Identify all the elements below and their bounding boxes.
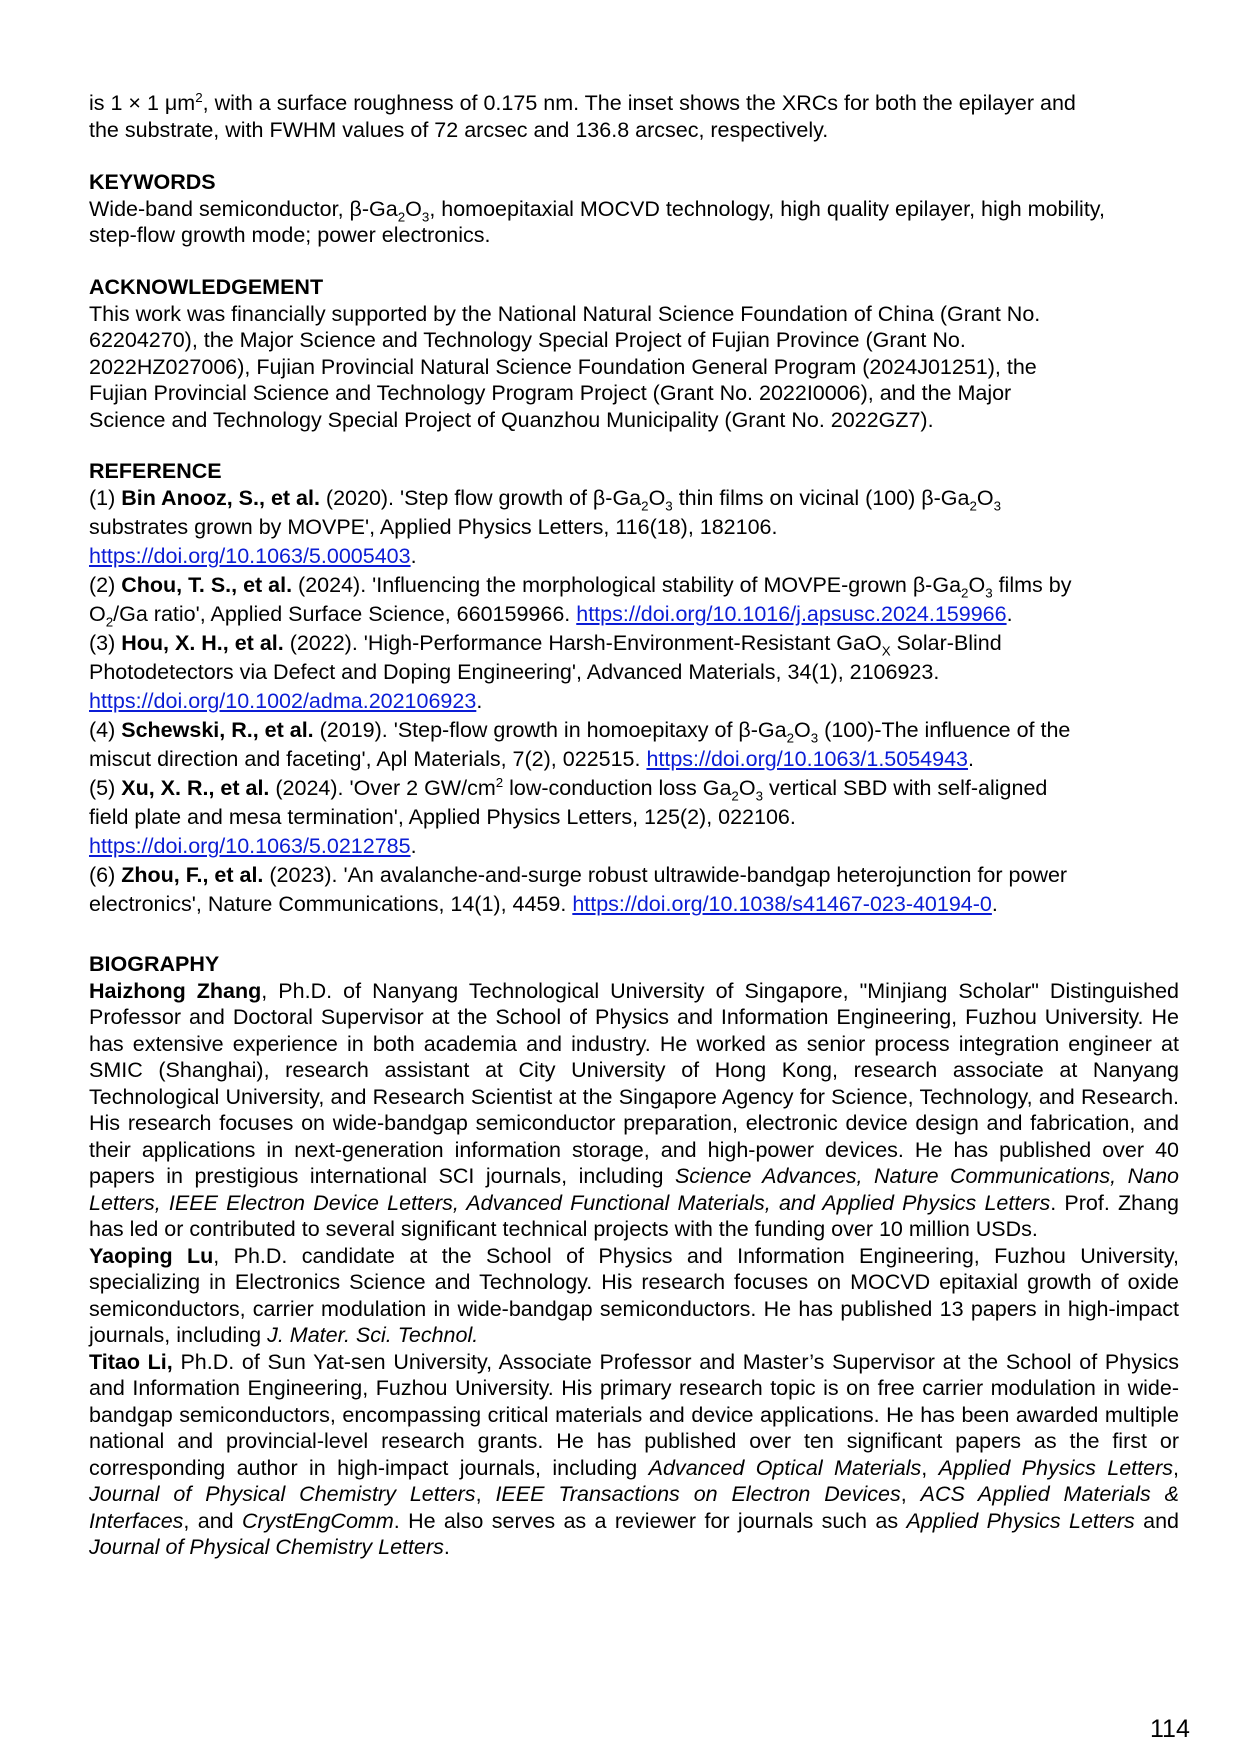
reference-text: /Ga ratio', Applied Surface Science, 660159966. xyxy=(113,602,577,626)
reference-author: Xu, X. R., et al. xyxy=(121,776,270,800)
biography-journal: Journal of Physical Chemistry Letters xyxy=(89,1482,476,1506)
separator: , xyxy=(475,1482,496,1506)
intro-line-1 xyxy=(89,90,1179,117)
reference-author: Zhou, F., et al. xyxy=(121,863,264,887)
reference-4-line-2 xyxy=(89,745,1179,774)
reference-5-line-1 xyxy=(89,774,1179,803)
biography-name: Yaoping Lu xyxy=(89,1243,214,1268)
biography-journal: Applied Physics Letters xyxy=(938,1455,1173,1480)
reference-6-line-1 xyxy=(89,861,1179,890)
reference-3-line-1 xyxy=(89,629,1179,658)
reference-number: (2) xyxy=(89,573,122,597)
keywords-text: , homoepitaxial MOCVD technology, high quality epilayer, high mobility, xyxy=(429,196,1105,221)
reference-author: Schewski, R., et al. xyxy=(121,718,314,742)
reference-number: (1) xyxy=(89,486,122,510)
subscript: 2 xyxy=(731,788,739,804)
reference-text: O xyxy=(794,718,811,742)
reference-5-line-2: field plate and mesa termination', Applied Physics Letters, 125(2), 022106. xyxy=(89,805,796,829)
separator: , xyxy=(921,1455,939,1480)
biography-name: Titao Li, xyxy=(89,1349,173,1374)
reference-text: . xyxy=(968,747,974,771)
reference-number: (4) xyxy=(89,718,122,742)
biography-journal: IEEE Transactions on Electron Devices xyxy=(495,1482,901,1506)
reference-text: O xyxy=(89,602,106,626)
biography-yaoping-lu xyxy=(89,1243,1179,1349)
reference-5-line-3 xyxy=(89,832,1179,861)
reference-text: O xyxy=(738,776,756,800)
keywords-heading: KEYWORDS xyxy=(89,170,216,194)
reference-2-line-2 xyxy=(89,600,1179,629)
reference-text: . xyxy=(991,892,998,916)
keywords-text: O xyxy=(405,196,422,221)
acknowledgement-line: 2022HZ027006), Fujian Provincial Natural Science Foundation General Program (2024J01251), the xyxy=(89,354,1037,379)
reference-text: O xyxy=(968,573,986,597)
biography-titao-li xyxy=(89,1349,1179,1561)
biography-text: , Ph.D. candidate at the School of Physics and Information Engineering, Fuzhou University, specializing in Electronics Science and Technology. His research focuses on MOCVD epitaxial growth of oxide semiconductors, carrier modulation in wide-bandgap semiconductors. He has published 13 papers in high-impact journals, including xyxy=(89,1243,1179,1347)
biography-text: . He also serves as a reviewer for journals such as xyxy=(393,1508,907,1533)
reference-1-line-2: substrates grown by MOVPE', Applied Physics Letters, 116(18), 182106. xyxy=(89,515,778,539)
keywords-section xyxy=(89,169,1179,249)
acknowledgement-line: Fujian Provincial Science and Technology Program Project (Grant No. 2022I0006), and the Major xyxy=(89,381,1012,405)
reference-text: low-conduction loss Ga xyxy=(503,776,732,800)
reference-text: (2024). 'Influencing the morphological stability of MOVPE-grown β-Ga xyxy=(292,573,962,597)
reference-text: (2023). 'An avalanche-and-surge robust ultrawide-bandgap heterojunction for power xyxy=(263,863,1068,887)
reference-text: . xyxy=(410,834,417,858)
separator: , xyxy=(900,1482,921,1506)
reference-text: electronics', Nature Communications, 14(1), 4459. xyxy=(89,892,573,916)
reference-number: (6) xyxy=(89,863,122,887)
subscript: 2 xyxy=(105,614,114,630)
biography-journal: Journal of Physical Chemistry Letters xyxy=(89,1535,444,1559)
reference-author: Hou, X. H., et al. xyxy=(121,631,284,655)
reference-1-doi-link[interactable]: https://doi.org/10.1063/5.0005403 xyxy=(89,544,411,568)
biography-journals: J. Mater. Sci. Technol. xyxy=(267,1323,479,1347)
reference-text: (2022). 'High-Performance Harsh-Environment-Resistant GaO xyxy=(283,631,882,655)
intro-paragraph xyxy=(89,90,1179,143)
reference-text: O xyxy=(648,486,666,510)
reference-text: . xyxy=(1006,602,1013,626)
reference-heading: REFERENCE xyxy=(89,459,222,483)
biography-text: . Prof. Zhang has led or contributed to several significant technical projects with the funding over 10 million USDs. xyxy=(89,1190,1179,1241)
reference-4-line-1 xyxy=(89,716,1179,745)
separator: , xyxy=(1173,1455,1179,1480)
subscript: 3 xyxy=(755,788,763,804)
subscript: X xyxy=(881,643,891,659)
separator: and xyxy=(1134,1508,1179,1533)
superscript: 2 xyxy=(195,89,203,105)
acknowledgement-line: Science and Technology Special Project of Quanzhou Municipality (Grant No. 2022GZ7). xyxy=(89,407,934,432)
subscript: 3 xyxy=(665,498,673,514)
acknowledgement-heading: ACKNOWLEDGEMENT xyxy=(89,275,324,299)
reference-6-line-2 xyxy=(89,890,1179,919)
reference-text: miscut direction and faceting', Apl Materials, 7(2), 022515. xyxy=(89,747,647,771)
reference-text: (2019). 'Step-flow growth in homoepitaxy of β-Ga xyxy=(313,718,787,742)
biography-haizhong-zhang xyxy=(89,978,1179,1243)
intro-text: , with a surface roughness of 0.175 nm. The inset shows the XRCs for both the epilayer and xyxy=(202,91,1076,115)
keywords-line-2: step-flow growth mode; power electronics. xyxy=(89,223,491,247)
reference-section xyxy=(89,458,1179,919)
biography-name: Haizhong Zhang xyxy=(89,978,262,1003)
subscript: 2 xyxy=(641,498,649,514)
reference-author: Chou, T. S., et al. xyxy=(121,573,293,597)
reference-text: films by xyxy=(992,573,1072,597)
subscript: 3 xyxy=(421,208,430,224)
page-number: 114 xyxy=(1150,1715,1190,1743)
biography-journal: ACS Applied Materials & Interfaces xyxy=(89,1482,1179,1533)
subscript: 3 xyxy=(985,585,993,601)
reference-text: (2020). 'Step flow growth of β-Ga xyxy=(319,486,642,510)
reference-text: thin films on vicinal (100) β-Ga xyxy=(672,486,970,510)
intro-text: is 1 × 1 μm xyxy=(89,91,196,115)
subscript: 2 xyxy=(786,730,795,746)
subscript: 3 xyxy=(993,498,1002,514)
reference-2-doi-link[interactable]: https://doi.org/10.1016/j.apsusc.2024.159966 xyxy=(576,602,1007,626)
reference-text: Solar-Blind xyxy=(890,631,1002,655)
reference-3-line-2: Photodetectors via Defect and Doping Engineering', Advanced Materials, 34(1), 2106923. xyxy=(89,660,940,684)
biography-journals: Science Advances, Nature Communications, Nano Letters, IEEE Electron Device Letters, Advanced Functional Materials, and Applied Physics Letters xyxy=(89,1164,1179,1215)
reference-number: (3) xyxy=(89,631,122,655)
separator: , and xyxy=(183,1508,243,1533)
subscript: 2 xyxy=(969,498,977,514)
reference-text: (100)-The influence of the xyxy=(818,718,1071,742)
biography-text: . xyxy=(443,1535,450,1559)
reference-1-line-1 xyxy=(89,484,1179,513)
reference-6-doi-link[interactable]: https://doi.org/10.1038/s41467-023-40194-0 xyxy=(572,892,992,916)
keywords-line-1 xyxy=(89,196,1179,223)
subscript: 3 xyxy=(810,730,819,746)
biography-heading: BIOGRAPHY xyxy=(89,952,220,976)
reference-3-doi-link[interactable]: https://doi.org/10.1002/adma.202106923 xyxy=(89,689,477,713)
reference-text: . xyxy=(410,544,417,568)
biography-text: , Ph.D. of Nanyang Technological University of Singapore, "Minjiang Scholar" Distinguished Professor and Doctoral Supervisor at the School of Physics and Information Engineering, Fuzhou University. He has extensive experience in both academia and industry. He worked as senior process integration engineer at SMIC (Shanghai), research assistant at City University of Hong Kong, research associate at Nanyang Technological University, and Research Scientist at the Singapore Agency for Science, Technology, and Research. His research focuses on wide-bandgap semiconductor preparation, electronic device design and fabrication, and their applications in next-generation information storage, and high-power devices. He has published over 40 papers in prestigious international SCI journals, including xyxy=(89,978,1179,1188)
biography-text: Ph.D. of Sun Yat-sen University, Associate Professor and Master’s Supervisor at the School of Physics and Information Engineering, Fuzhou University. His primary research topic is on free carrier modulation in wide-bandgap semiconductors, encompassing critical materials and device applications. He has been awarded multiple national and provincial-level research grants. He has published over ten significant papers as the first or corresponding author in high-impact journals, including xyxy=(89,1349,1179,1480)
biography-journal: CrystEngComm xyxy=(242,1508,394,1533)
reference-text: . xyxy=(476,689,483,713)
reference-author: Bin Anooz, S., et al. xyxy=(121,486,320,510)
biography-journal: Applied Physics Letters xyxy=(906,1508,1135,1533)
reference-number: (5) xyxy=(89,776,122,800)
subscript: 2 xyxy=(397,208,406,224)
reference-text: (2024). 'Over 2 GW/cm xyxy=(269,776,496,800)
keywords-text: Wide-band semiconductor, β-Ga xyxy=(89,196,398,221)
biography-journal: Advanced Optical Materials xyxy=(648,1455,922,1480)
subscript: 2 xyxy=(961,585,969,601)
reference-4-doi-link[interactable]: https://doi.org/10.1063/1.5054943 xyxy=(646,747,969,771)
reference-5-doi-link[interactable]: https://doi.org/10.1063/5.0212785 xyxy=(89,834,411,858)
reference-3-line-3 xyxy=(89,687,1179,716)
reference-1-line-3 xyxy=(89,542,1179,571)
acknowledgement-line: 62204270), the Major Science and Technology Special Project of Fujian Province (Grant No. xyxy=(89,328,966,352)
biography-section xyxy=(89,951,1179,1561)
reference-text: O xyxy=(976,486,994,510)
reference-text: vertical SBD with self-aligned xyxy=(762,776,1048,800)
superscript: 2 xyxy=(495,774,504,790)
reference-2-line-1 xyxy=(89,571,1179,600)
intro-line-2: the substrate, with FWHM values of 72 arcsec and 136.8 arcsec, respectively. xyxy=(89,117,829,142)
acknowledgement-section xyxy=(89,274,1179,433)
acknowledgement-line: This work was financially supported by the National Natural Science Foundation of China (Grant No. xyxy=(89,301,1041,326)
